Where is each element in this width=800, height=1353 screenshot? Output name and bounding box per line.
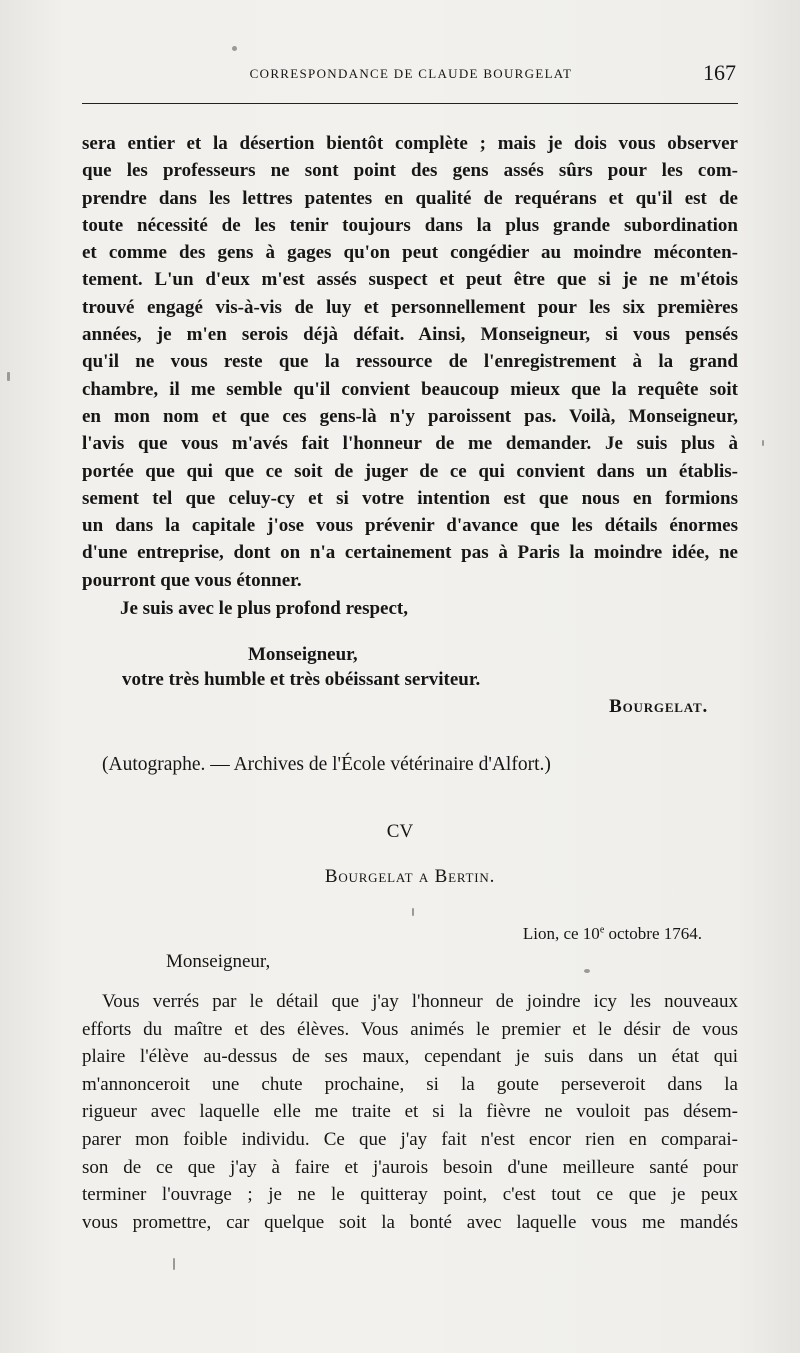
dateline-superscript: e [599,924,605,936]
closing-respect: Je suis avec le plus profond respect, [120,598,408,619]
letter-paragraph-2 [82,988,738,1236]
dateline [523,924,702,944]
closing-servant: votre très humble et très obéissant serviteur. [122,669,481,690]
text-line: l'avis que vous m'avés fait l'honneur de me demander. Je suis plus à [82,433,738,455]
text-line: chambre, il me semble qu'il convient beaucoup mieux que la requête soit [82,378,738,400]
letter-title: Bourgelat a Bertin. [324,866,496,887]
text-line: m'annonceroit une chute prochaine, si la goute perseveroit dans la [82,1073,738,1095]
letter-number: CV [386,821,414,842]
signature: Bourgelat. [609,696,708,717]
text-line: trouvé engagé vis-à-vis de luy et personnellement pour les six premières [82,296,738,318]
running-head [82,60,740,94]
text-line: sement tel que celuy-cy et si votre intention est que nous en formions [82,487,738,509]
paper-speck [7,372,10,381]
text-line: tement. L'un d'eux m'est assés suspect et peut être que si je ne m'étois [82,269,738,291]
text-line: pourront que vous étonner. [82,569,302,591]
text-line: prendre dans les lettres patentes en qualité de requérans et qu'il est de [82,187,738,209]
text-line: un dans la capitale j'ose vous prévenir d'avance que les détails énormes [82,515,738,537]
page-number: 167 [703,60,736,85]
text-line: portée que qui que ce soit de juger de ce qui convient dans un établis- [82,460,738,482]
dateline-prefix: Lion, ce 10 [522,924,600,943]
dateline-suffix: octobre 1764. [604,924,702,943]
text-line: Vous verrés par le détail que j'ay l'honneur de joindre icy les nouveaux [102,991,738,1012]
paper-speck [173,1258,175,1270]
text-line: terminer l'ouvrage ; je ne le quitteray point, c'est tout ce que je peux [82,1184,738,1206]
text-line: parer mon foible individu. Ce que j'ay fait n'est encor rien en comparai- [82,1128,738,1150]
closing-salutation: Monseigneur, [248,644,358,665]
text-line: efforts du maître et des élèves. Vous animés le premier et le désir de vous [82,1018,738,1040]
text-line: qu'il ne vous reste que la ressource de l'enregistrement à la grand [82,351,738,373]
greeting: Monseigneur, [166,951,271,972]
text-line: et comme des gens à gages qu'on peut congédier au moindre méconten- [82,242,738,264]
paper-speck [762,440,764,446]
text-line: toute nécessité de les tenir toujours dans la plus grande subordination [82,214,738,236]
source-note: (Autographe. — Archives de l'École vétérinaire d'Alfort.) [102,754,551,775]
text-line: que les professeurs ne sont point des gens assés sûrs pour les com- [82,160,738,182]
paper-speck [584,969,590,973]
paper-speck [232,46,237,51]
text-line: son de ce que j'ay à faire et j'aurois besoin d'une meilleure santé pour [82,1156,738,1178]
running-title: CORRESPONDANCE DE CLAUDE BOURGELAT [249,66,573,81]
text-line: rigueur avec laquelle elle me traite et si la fièvre ne vouloit pas désem- [82,1101,738,1123]
text-line: en mon nom et que ces gens-là n'y paroissent pas. Voilà, Monseigneur, [82,405,738,427]
text-line: plaire l'élève au-dessus de ses maux, cependant je suis dans un état qui [82,1046,738,1068]
header-rule [82,103,738,104]
letter-paragraph-1 [82,130,738,594]
text-line: vous promettre, car quelque soit la bonté avec laquelle vous me mandés [82,1211,738,1233]
text-line: sera entier et la désertion bientôt complète ; mais je dois vous observer [82,133,738,154]
text-line: d'une entreprise, dont on n'a certainement pas à Paris la moindre idée, ne [82,542,738,564]
paper-speck [412,908,414,916]
text-line: années, je m'en serois déjà défait. Ainsi, Monseigneur, si vous pensés [82,324,738,346]
